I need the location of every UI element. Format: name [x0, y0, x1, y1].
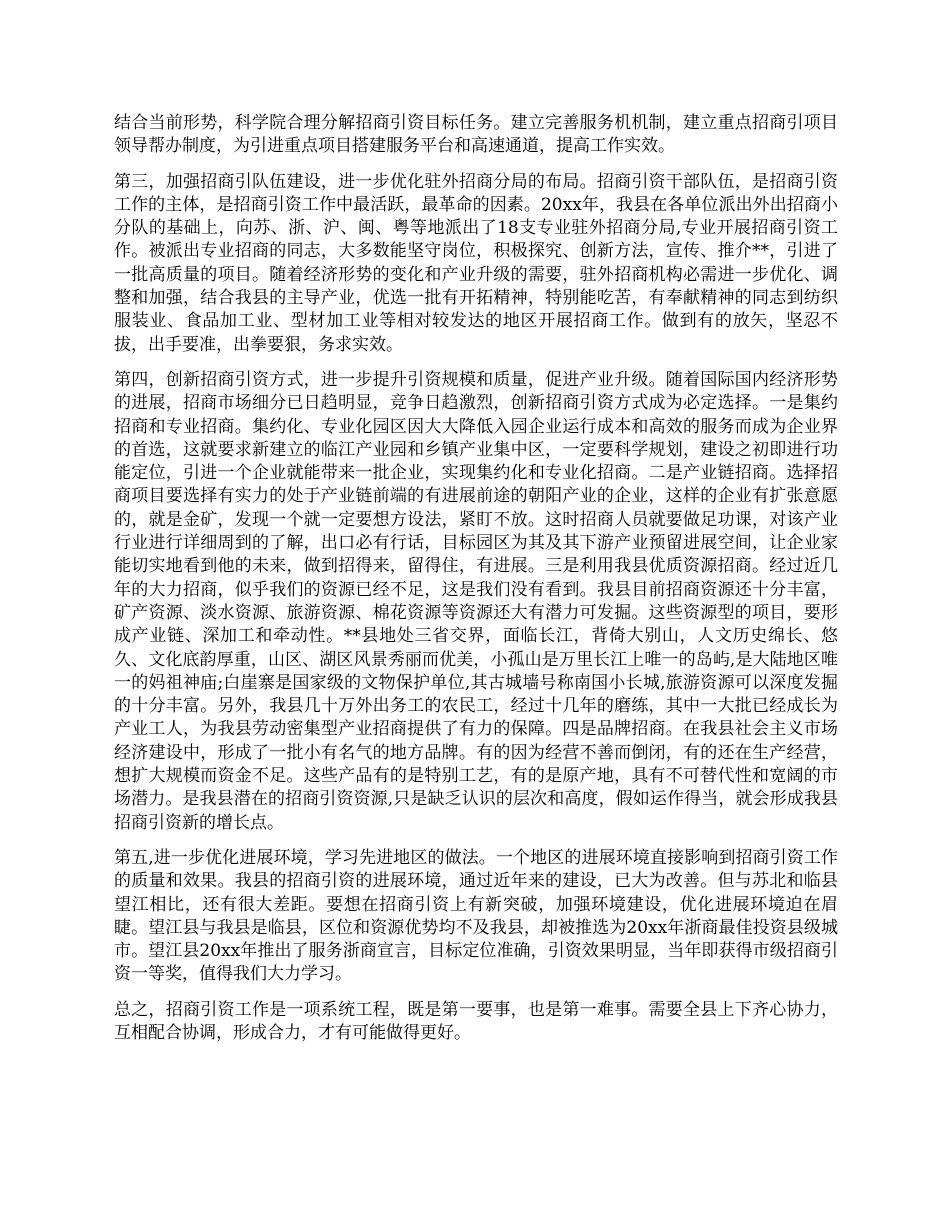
- paragraph-4: 第五,进一步优化进展环境，学习先进地区的做法。一个地区的进展环境直接影响到招商引资工作的质量和效果。我县的招商引资的进展环境，通过近年来的建设，已大为改善。但与苏北和临县望江相比，还有很大差距。要想在招商引资上有新突破，加强环境建设，优化进展环境迫在眉睫。望江县与我县是临县，区位和资源优势均不及我县，却被推选为20xx年浙商最佳投资县级城市。望江县20xx年推出了服务浙商宣言，目标定位准确，引资效果明显，当年即获得市级招商引资一等奖，值得我们大力学习。: [114, 847, 838, 985]
- paragraph-3: 第四，创新招商引资方式，进一步提升引资规模和质量，促进产业升级。随着国际国内经济形势的进展，招商市场细分已日趋明显，竞争日趋激烈，创新招商引资方式成为必定选择。一是集约招商和专业招商。集约化、专业化园区因大大降低入园企业运行成本和高效的服务而成为企业界的首选，这就要求新建立的临江产业园和乡镇产业集中区，一定要科学规划，建设之初即进行功能定位，引进一个企业就能带来一批企业，实现集约化和专业化招商。二是产业链招商。选择招商项目要选择有实力的处于产业链前端的有进展前途的朝阳产业的企业，这样的企业有扩张意愿的，就是金矿，发现一个就一定要想方设法，紧盯不放。这时招商人员就要做足功课，对该产业行业进行详细周到的了解，出口必有行话，目标园区为其及其下游产业预留进展空间，让企业家能切实地看到他的未来，做到招得来，留得住，有进展。三是利用我县优质资源招商。经过近几年的大力招商，似乎我们的资源已经不足，这是我们没有看到。我县目前招商资源还十分丰富，矿产资源、淡水资源、旅游资源、棉花资源等资源还大有潜力可发掘。这些资源型的项目，要形成产业链、深加工和牵动性。**县地处三省交界，面临长江，背倚大别山，人文历史绵长、悠久、文化底韵厚重，山区、湖区风景秀丽而优美，小孤山是万里长江上唯一的岛屿,是大陆地区唯一的妈祖神庙;白崖寨是国家级的文物保护单位,其古城墙号称南国小长城,旅游资源可以深度发掘的十分丰富。另外，我县几十万外出务工的农民工，经过十几年的磨练，其中一大批已经成长为产业工人，为我县劳动密集型产业招商提供了有力的保障。四是品牌招商。在我县社会主义市场经济建设中，形成了一批小有名气的地方品牌。有的因为经营不善而倒闭，有的还在生产经营，想扩大规模而资金不足。这些产品有的是特别工艺，有的是原产地，具有不可替代性和宽阔的市场潜力。是我县潜在的招商引资资源,只是缺乏认识的层次和高度，假如运作得当，就会形成我县招商引资新的增长点。: [114, 369, 838, 833]
- paragraph-1: 结合当前形势，科学院合理分解招商引资目标任务。建立完善服务机机制，建立重点招商引项目领导帮办制度，为引进重点项目搭建服务平台和高速通道，提高工作实效。: [114, 113, 838, 157]
- document-page: [114, 112, 838, 1057]
- paragraph-2: 第三，加强招商引队伍建设，进一步优化驻外招商分局的布局。招商引资干部队伍，是招商引资工作的主体，是招商引资工作中最活跃，最革命的因素。20xx年，我县在各单位派出外出招商小分队的基础上，向苏、浙、沪、闽、粤等地派出了18支专业驻外招商分局,专业开展招商引资工作。被派出专业招商的同志，大多数能坚守岗位，积极探究、创新方法，宣传、推介**，引进了一批高质量的项目。随着经济形势的变化和产业升级的需要，驻外招商机构必需进一步优化、调整和加强，结合我县的主导产业，优选一批有开拓精神，特别能吃苦，有奉献精神的同志到纺织服装业、食品加工业、型材加工业等相对较发达的地区开展招商工作。做到有的放矢，坚忍不拔，出手要准，出拳要狠，务求实效。: [114, 171, 838, 355]
- paragraph-5: 总之，招商引资工作是一项系统工程，既是第一要事，也是第一难事。需要全县上下齐心协力，互相配合协调，形成合力，才有可能做得更好。: [114, 999, 838, 1043]
